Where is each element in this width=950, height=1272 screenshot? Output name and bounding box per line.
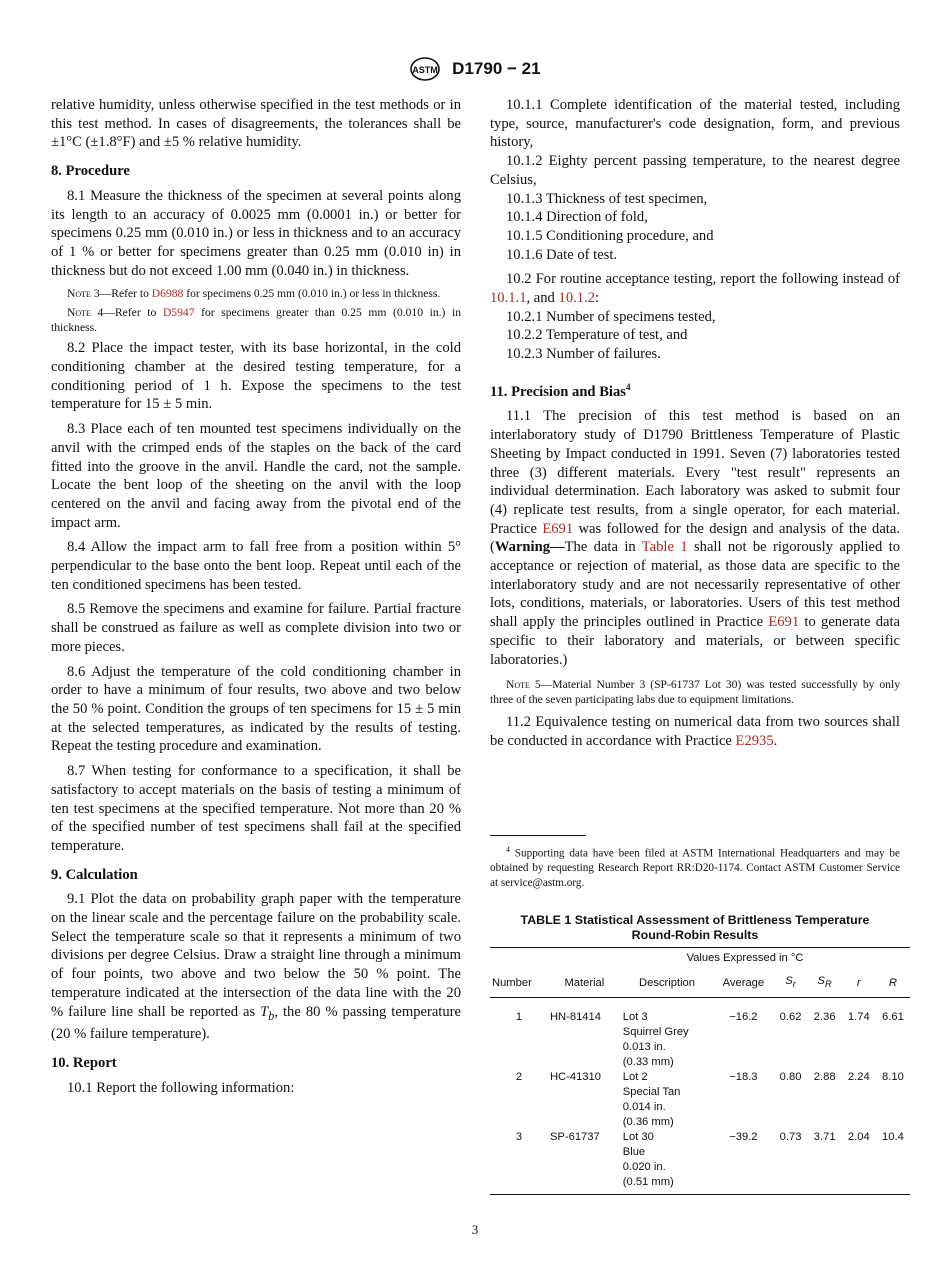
link-e691-2[interactable]: E691: [768, 614, 800, 631]
col-header-material: Material: [548, 969, 621, 997]
col-header-description: Description: [621, 969, 714, 997]
table-caption: TABLE 1 Statistical Assessment of Brittleness Temperature Round-Robin Results: [520, 913, 870, 943]
paragraph-10-1-1: 10.1.1 Complete identification of the material tested, including type, source, manufacturer's code designation, form, and previous history,: [490, 97, 900, 151]
paragraph-10-1-4: 10.1.4 Direction of fold,: [506, 209, 648, 226]
svg-text:ASTM: ASTM: [412, 65, 439, 75]
paragraph-11-2: 11.2 Equivalence testing on numerical data from two sources shall be conducted in accordance with Practice E2935.: [490, 714, 900, 749]
paragraph-8-5: 8.5 Remove the specimens and examine for failure. Partial fracture shall be construed as failure as well as complete division into two or more pieces.: [51, 601, 461, 655]
footnote-rule: [490, 835, 586, 836]
paragraph-8-2: 8.2 Place the impact tester, with its base horizontal, in the cold conditioning chamber at the desired testing temperature, for a conditioning period of 1 h. Expose the specimens to the test temperature for 15 ± 5 min.: [51, 340, 461, 413]
table-row: 1 HN-81414 Lot 3 Squirrel Grey 0.013 in. (0.33 mm) −16.2 0.62 2.36 1.74 6.61: [515, 1011, 904, 1069]
link-d5947[interactable]: D5947: [162, 306, 195, 320]
col-header-r: r: [842, 969, 876, 997]
intro-paragraph: relative humidity, unless otherwise specified in the test methods or in this test method. In cases of disagreements, the tolerances shall be ±1°C (±1.8°F) and ±5 % relative humidity.: [51, 97, 461, 151]
link-10-1-1[interactable]: 10.1.1: [490, 290, 527, 307]
paragraph-10-1-2: 10.1.2 Eighty percent passing temperature, to the nearest degree Celsius,: [490, 153, 900, 188]
table-row: 3 SP-61737 Lot 30 Blue 0.020 in. (0.51 mm) −39.2 0.73 3.71 2.04 10.4: [490, 1130, 910, 1195]
paragraph-8-7: 8.7 When testing for conformance to a specification, it shall be satisfactory to accept materials on the basis of testing a minimum of ten test specimens at the specified temperature. Not more than 20 % of the specified number of test specimens shall fail at the specified temperature.: [51, 763, 461, 854]
paragraph-8-3: 8.3 Place each of ten mounted test specimens individually on the anvil with the crimped ends of the staples on the back of the card fitted into the groove in the anvil. Handle the card, not the sample. Locate the bent loop of the sheeting on the anvil with the loop centered on the anvil and facing away from the pivotal end of the impact arm.: [51, 421, 461, 531]
astm-logo-icon: [409, 56, 441, 82]
paragraph-10-2-2: 10.2.2 Temperature of test, and: [506, 327, 688, 344]
paragraph-10-2-3: 10.2.3 Number of failures.: [506, 346, 661, 363]
paragraph-10-1-6: 10.1.6 Date of test.: [506, 246, 618, 263]
col-header-sR: $S_R$: [808, 969, 842, 997]
section-heading-calculation: 9. Calculation: [51, 866, 138, 883]
link-e2935[interactable]: E2935: [735, 732, 774, 749]
paragraph-11-1: 11.1 The precision of this test method is based on an interlaboratory study of D1790 Brittleness Temperature of Plastic Sheeting by Impact conducted in 1991. Seven (7) laboratories tested three (3) different materials. Every "test result" represents an individual determination. Each laboratory was asked to submit four (4) replicate test results, from a single operator, for each material. Practice E691 was followed for the design and analysis of the data. (Warning—The data in Table 1 shall not be rigorously applied to acceptance or rejection of material, as those data are specific to the interlaboratory study and are not necessarily representative of other lots, conditions, materials, or laboratories. Users of this test method shall apply the principles outlined in Practice E691 to generate data specific to their laboratory and materials, or between specific laboratories.): [490, 408, 901, 668]
table-row: 2 HC-41310 Lot 2 Special Tan 0.014 in. (0.36 mm) −18.3 0.80 2.88 2.24 8.10: [515, 1071, 904, 1129]
link-e691[interactable]: E691: [542, 520, 574, 537]
paragraph-10-1: 10.1 Report the following information:: [67, 1079, 295, 1096]
paragraph-9-1: 9.1 Plot the data on probability graph paper with the temperature on the linear scale and the percentage failure on the probability scale. Select the temperature scale so that it represents a minimum of two divisions per degree Celsius. Draw a straight line through a minimum of four points, two above and two below the 50 % point. The temperature indicated at the intersection of the data line with the 20 % failure line shall be reported as $T_b$, the 80 % passing temperature (20 % failure temperature).: [51, 891, 461, 1043]
paragraph-8-6: 8.6 Adjust the temperature of the cold conditioning chamber in order to have a minimum of four results, two above and two below the 50 % point. Condition the groups of ten specimens for 15 ± 5 min at the selected temperatures, as indicated by the results of testing. Repeat the testing procedure and examination.: [51, 663, 461, 755]
link-table-1[interactable]: Table 1: [641, 539, 688, 556]
col-header-number: Number: [490, 969, 548, 997]
document-designation: D1790 − 21: [452, 59, 541, 78]
note-3: Note 3—Refer to D6988 for specimens 0.25 mm (0.010 in.) or less in thickness.: [67, 287, 441, 301]
section-heading-procedure: 8. Procedure: [51, 163, 130, 180]
section-heading-precision: 11. Precision and Bias$^4$: [490, 381, 631, 400]
table-units: Values Expressed in °C: [490, 948, 910, 970]
paragraph-10-2: 10.2 For routine acceptance testing, report the following instead of 10.1.1, and 10.1.2:: [490, 271, 900, 307]
link-d6988[interactable]: D6988: [151, 287, 184, 301]
col-header-average: Average: [713, 969, 773, 997]
left-column: [51, 96, 461, 1103]
paragraph-8-1: 8.1 Measure the thickness of the specimen at several points along its length to an accuracy of 0.0025 mm (0.0001 in.) or better for specimens 0.25 mm (0.010 in.) or less in thickness and to an accuracy of 1 % or better for specimens greater than 0.25 mm (0.010 in) in thickness but do not exceed 1.00 mm (0.040 in.) in thickness.: [51, 187, 461, 279]
col-header-sr: $S_r$: [773, 969, 807, 997]
section-heading-report: 10. Report: [51, 1054, 117, 1071]
results-table: [490, 947, 910, 1195]
paragraph-10-2-1: 10.2.1 Number of specimens tested,: [506, 308, 716, 325]
right-column: [490, 96, 904, 1195]
page-number: 3: [471, 1222, 479, 1237]
page-header: [0, 56, 950, 82]
paragraph-10-1-3: 10.1.3 Thickness of test specimen,: [506, 190, 708, 207]
footnote-4: $^4$ Supporting data have been filed at ASTM International Headquarters and may be obtained by requesting Research Report RR:D20-1174. Contact ASTM Customer Service at service@astm.org.: [490, 844, 900, 890]
note-5: Note 5—Material Number 3 (SP-61737 Lot 30) was tested successfully by only three of the seven participating labs due to equipment limitations.: [490, 678, 900, 707]
note-4: Note 4—Refer to D5947 for specimens greater than 0.25 mm (0.010 in.) in thickness.: [51, 306, 462, 335]
paragraph-8-4: 8.4 Allow the impact arm to fall free from a position within 5° perpendicular to the base onto the bent loop. Repeat until each of the ten conditioned specimens has been tested.: [51, 539, 461, 593]
paragraph-10-1-5: 10.1.5 Conditioning procedure, and: [506, 227, 714, 244]
col-header-R: R: [876, 969, 910, 997]
link-10-1-2[interactable]: 10.1.2: [558, 290, 595, 307]
